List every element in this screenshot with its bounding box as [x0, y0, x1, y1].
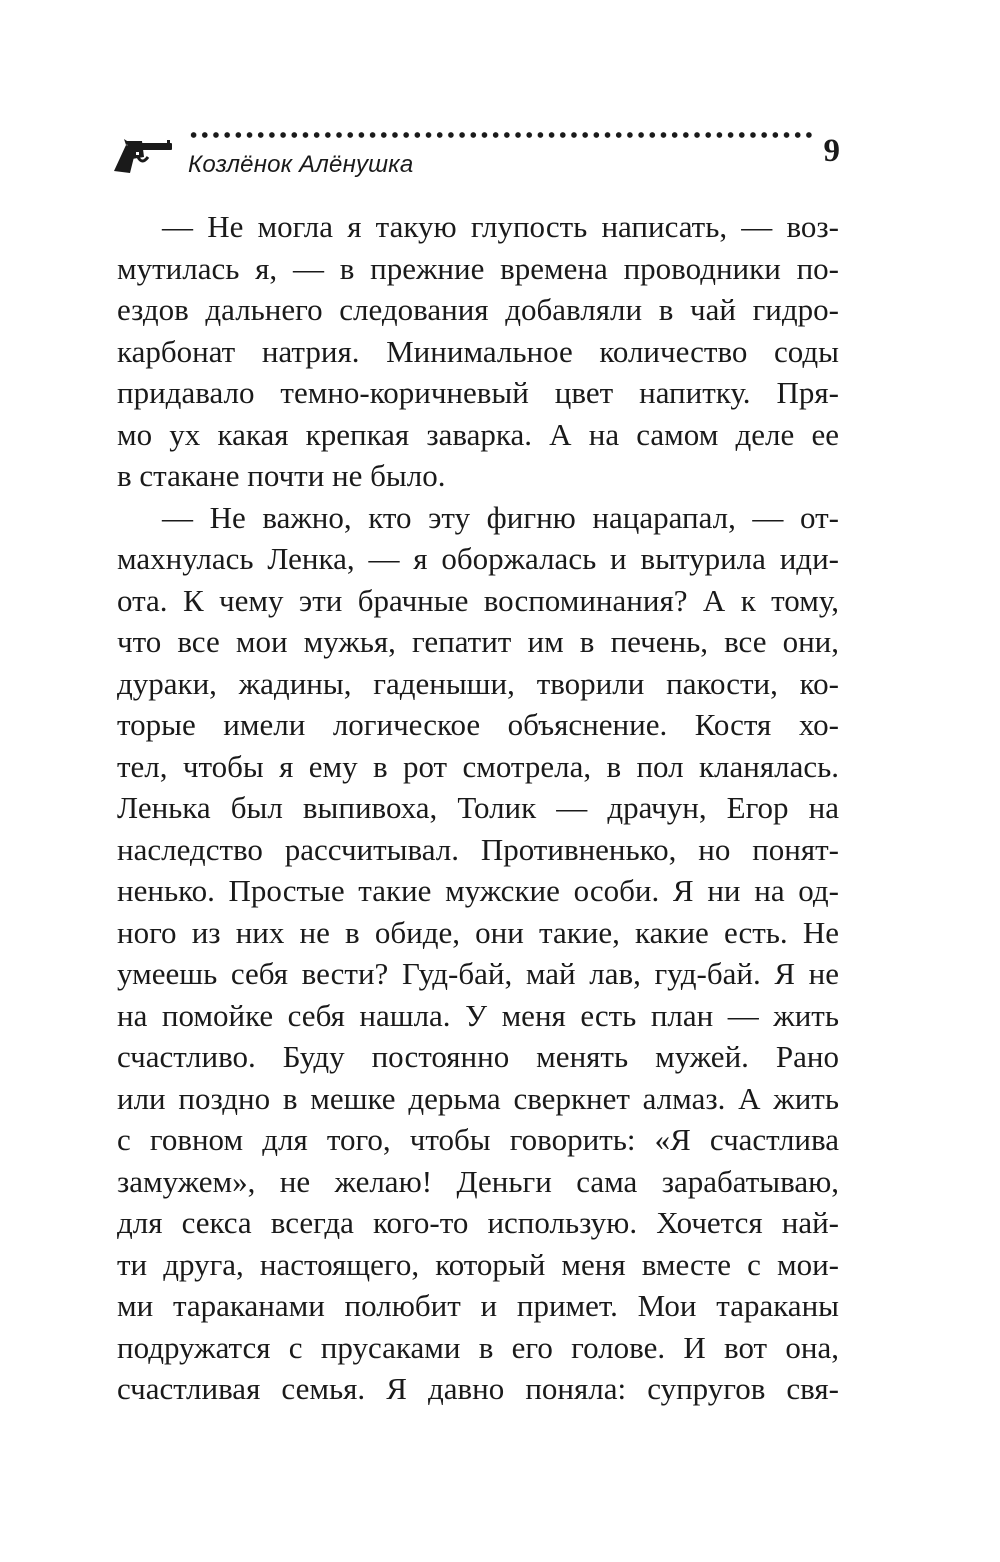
- text-line: махнулась Ленка, — я оборжалась и вытурила иди-: [117, 541, 839, 576]
- text-line: Ленька был выпивоха, Толик — драчун, Егор на: [117, 790, 839, 825]
- text-line: мутилась я, — в прежние времена проводники по-: [117, 250, 839, 286]
- text-line: тел, чтобы я ему в рот смотрела, в пол кланялась.: [117, 748, 839, 784]
- text-line: замужем», не желаю! Деньги сама зарабатываю,: [117, 1163, 839, 1199]
- text-line: или поздно в мешке дерьма сверкнет алмаз. А жить: [117, 1080, 839, 1116]
- text-line: счастливая семья. Я давно поняла: супругов свя-: [117, 1371, 839, 1406]
- text-line: придавало темно-коричневый цвет напитку. Пря-: [117, 375, 839, 410]
- text-line: наследство рассчитывал. Противненько, но понят-: [117, 831, 839, 867]
- running-title: Козлёнок Алёнушка: [188, 151, 414, 178]
- text-line: счастливо. Буду постоянно менять мужей. Рано: [117, 1039, 839, 1074]
- text-line: что все мои мужья, гепатит им в печень, все они,: [117, 624, 839, 659]
- text-line: умеешь себя вести? Гуд-бай, май лав, гуд-бай. Я не: [117, 956, 839, 991]
- text-line: дураки, жадины, гаденыши, творили пакости, ко-: [117, 665, 839, 701]
- text-line: на помойке себя нашла. У меня есть план — жить: [117, 997, 839, 1033]
- revolver-icon: [112, 135, 174, 175]
- text-line: — Не важно, кто эту фигню нацарапал, — от-: [162, 499, 839, 535]
- text-line: ного из них не в обиде, они такие, какие есть. Не: [117, 914, 839, 950]
- text-line: ми тараканами полюбит и примет. Мои тараканы: [117, 1288, 839, 1323]
- page-number: 9: [823, 133, 840, 169]
- text-line: мо ух какая крепкая заварка. А на самом деле ее: [117, 416, 839, 452]
- text-line: ота. К чему эти брачные воспоминания? А к тому,: [117, 582, 839, 618]
- text-line: карбонат натрия. Минимальное количество соды: [117, 333, 839, 369]
- page-header: [112, 125, 842, 185]
- text-line: в стакане почти не было.: [117, 458, 446, 493]
- text-line: ненько. Простые такие мужские особи. Я ни на од-: [117, 873, 839, 908]
- body-text: [117, 206, 839, 1410]
- text-line: ездов дальнего следования добавляли в чай гидро-: [117, 292, 839, 327]
- text-line: торые имели логическое объяснение. Костя хо-: [117, 707, 839, 742]
- text-line: с говном для того, чтобы говорить: «Я счастлива: [117, 1122, 839, 1157]
- dotted-rule: [188, 129, 816, 141]
- text-line: ти друга, настоящего, который меня вместе с мои-: [117, 1246, 839, 1282]
- text-line: — Не могла я такую глупость написать, — воз-: [162, 209, 839, 244]
- text-line: для секса всегда кого-то использую. Хочется най-: [117, 1205, 839, 1240]
- text-line: подружатся с прусаками в его голове. И вот она,: [117, 1329, 839, 1365]
